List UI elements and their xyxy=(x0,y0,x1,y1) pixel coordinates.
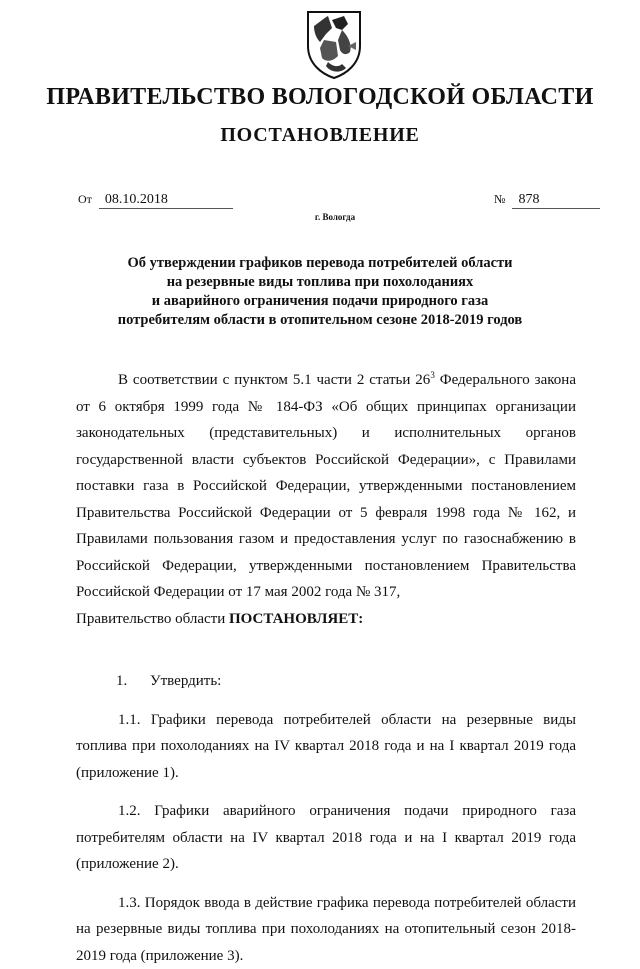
resolution-keyword: ПОСТАНОВЛЯЕТ: xyxy=(229,611,363,627)
document-subject xyxy=(70,254,570,330)
document-body xyxy=(76,362,576,969)
subitem-1-1: 1.1. Графики перевода потребителей области на резервные виды топлива при похолоданиях на IV квартал 2018 года и на I квартал 2019 года (приложение 1). xyxy=(76,707,576,787)
subitem-1-3: 1.3. Порядок ввода в действие графика перевода потребителей области на резервные виды топлива при похолоданиях на отопительный сезон 2018-2019 года (приложение 3). xyxy=(76,890,576,969)
subject-line: и аварийного ограничения подачи природного газа xyxy=(70,292,570,311)
resolution-plain: Правительство области xyxy=(76,611,229,627)
number-value: 878 xyxy=(512,192,600,209)
number-prefix: № xyxy=(494,192,505,206)
preamble-text-b: Федерального закона от 6 октября 1999 года № 184-ФЗ «Об общих принципах организации законодательных (представительных) и исполнительных органов государственной власти субъектов Российской Федерации», с Правилами поставки газа в Российской Федерации, утвержденными постановлением Правительства Российской Федерации от 5 февраля 1998 года № 162, и Правилами пользования газом и предоставления услуг по газоснабжению в Российской Федерации, утвержденными постановлением Правительства Российской Федерации от 17 мая 2002 года № 317, xyxy=(76,372,576,600)
item-1-text: Утвердить: xyxy=(150,673,221,689)
item-1 xyxy=(76,668,576,695)
date-field xyxy=(78,192,233,209)
date-value: 08.10.2018 xyxy=(99,192,233,209)
subject-line: на резервные виды топлива при похолоданиях xyxy=(70,273,570,292)
preamble-paragraph xyxy=(76,362,576,606)
city-label: г. Вологда xyxy=(0,212,640,222)
government-title: ПРАВИТЕЛЬСТВО ВОЛОГОДСКОЙ ОБЛАСТИ xyxy=(0,84,640,111)
resolution-line xyxy=(76,606,576,633)
preamble-text-a: В соответствии с пунктом 5.1 части 2 статьи 26 xyxy=(118,372,430,388)
subitem-1-2: 1.2. Графики аварийного ограничения подачи природного газа потребителям области на IV квартал 2018 года и на I квартал 2019 года (приложение 2). xyxy=(76,798,576,878)
article-superscript: 3 xyxy=(430,370,435,380)
subject-line: потребителям области в отопительном сезоне 2018-2019 годов xyxy=(70,311,570,330)
subject-line: Об утверждении графиков перевода потребителей области xyxy=(70,254,570,273)
date-prefix: От xyxy=(78,192,92,206)
number-field xyxy=(494,192,600,209)
document-type-title: ПОСТАНОВЛЕНИЕ xyxy=(0,124,640,147)
coat-of-arms-emblem xyxy=(302,6,366,80)
item-1-number: 1. xyxy=(116,668,150,695)
